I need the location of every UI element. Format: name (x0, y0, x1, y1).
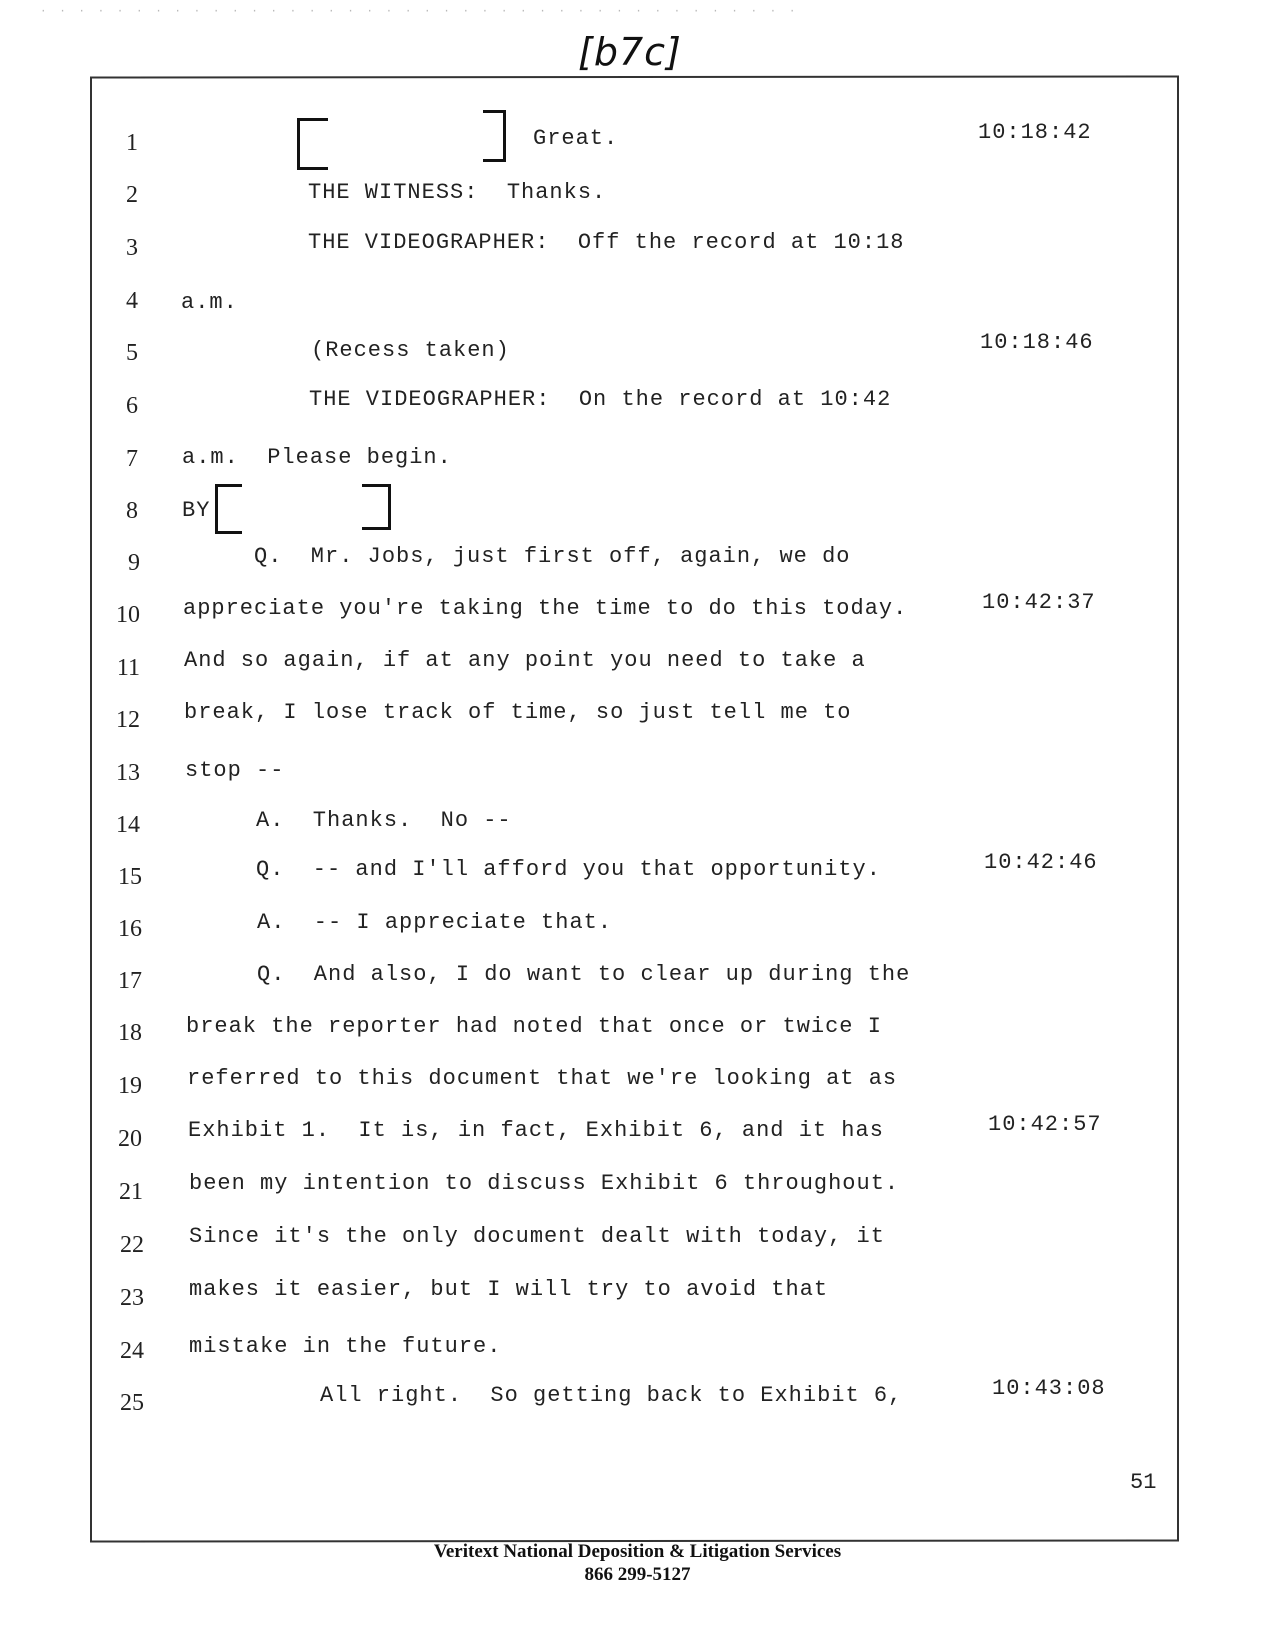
line-text: mistake in the future. (189, 1334, 502, 1359)
footer-phone: 866 299-5127 (584, 1564, 691, 1585)
line-number: 21 (119, 1179, 143, 1205)
line-number: 5 (126, 340, 138, 366)
line-text: Great. (533, 126, 619, 151)
line-number: 12 (116, 707, 140, 733)
timestamp: 10:18:42 (978, 120, 1092, 145)
footer-company: Veritext National Deposition & Litigation Services (433, 1541, 842, 1562)
line-text: THE VIDEOGRAPHER: On the record at 10:42 (309, 387, 892, 412)
line-number: 2 (126, 182, 138, 208)
line-number: 9 (128, 550, 140, 576)
line-text: Q. And also, I do want to clear up during the (257, 962, 911, 987)
line-text: been my intention to discuss Exhibit 6 throughout. (189, 1171, 900, 1196)
line-text: stop -- (185, 758, 285, 783)
line-text: And so again, if at any point you need to take a (184, 648, 866, 673)
line-number: 3 (126, 235, 138, 261)
redaction-bracket-left (215, 484, 242, 534)
transcript-frame (90, 76, 1179, 1543)
line-number: 17 (118, 968, 142, 994)
scan-noise: · · · · · · · · · · · · · · · · · · · · · · · · · · · · · · · · · · · · · · · · (40, 6, 799, 18)
timestamp: 10:42:46 (984, 850, 1098, 875)
line-number: 10 (116, 602, 140, 628)
line-text: a.m. Please begin. (182, 445, 452, 470)
line-text: THE WITNESS: Thanks. (308, 180, 607, 205)
redaction-bracket-left (297, 118, 328, 170)
page-number: 51 (1130, 1470, 1157, 1495)
line-number: 7 (126, 446, 138, 472)
line-number: 24 (120, 1338, 144, 1364)
line-text: A. Thanks. No -- (256, 808, 512, 833)
line-text: BY (182, 498, 211, 523)
line-number: 6 (126, 393, 138, 419)
line-text: break the reporter had noted that once or twice I (186, 1014, 882, 1039)
line-number: 4 (126, 288, 138, 314)
line-text: THE VIDEOGRAPHER: Off the record at 10:18 (308, 230, 905, 255)
line-number: 22 (120, 1232, 144, 1258)
line-number: 23 (120, 1285, 144, 1311)
line-number: 16 (118, 916, 142, 942)
line-text: (Recess taken) (311, 338, 510, 363)
line-number: 18 (118, 1020, 142, 1046)
line-text: break, I lose track of time, so just tell me to (184, 700, 852, 725)
line-text: makes it easier, but I will try to avoid that (189, 1277, 829, 1302)
line-number: 19 (118, 1073, 142, 1099)
line-number: 13 (116, 760, 140, 786)
line-text: appreciate you're taking the time to do this today. (183, 596, 908, 621)
timestamp: 10:43:08 (992, 1376, 1106, 1401)
line-number: 8 (126, 498, 138, 524)
line-text: Since it's the only document dealt with today, it (189, 1224, 885, 1249)
redaction-bracket-right (483, 110, 506, 162)
line-number: 25 (120, 1390, 144, 1416)
line-text: A. -- I appreciate that. (257, 910, 613, 935)
line-text: Q. Mr. Jobs, just first off, again, we do (254, 544, 851, 569)
line-number: 14 (116, 812, 140, 838)
line-text: All right. So getting back to Exhibit 6, (320, 1383, 903, 1408)
timestamp: 10:42:37 (982, 590, 1096, 615)
line-number: 15 (118, 864, 142, 890)
line-text: referred to this document that we're looking at as (187, 1066, 898, 1091)
redaction-code-mark: [b7c] (578, 30, 682, 74)
line-number: 11 (116, 655, 140, 681)
line-text: Exhibit 1. It is, in fact, Exhibit 6, and it has (188, 1118, 884, 1143)
line-text: Q. -- and I'll afford you that opportunity. (256, 857, 881, 882)
line-number: 20 (118, 1126, 142, 1152)
footer (0, 1540, 1275, 1586)
timestamp: 10:42:57 (988, 1112, 1102, 1137)
timestamp: 10:18:46 (980, 330, 1094, 355)
line-text: a.m. (181, 290, 238, 315)
line-number: 1 (126, 130, 138, 156)
redaction-bracket-right (362, 484, 391, 530)
